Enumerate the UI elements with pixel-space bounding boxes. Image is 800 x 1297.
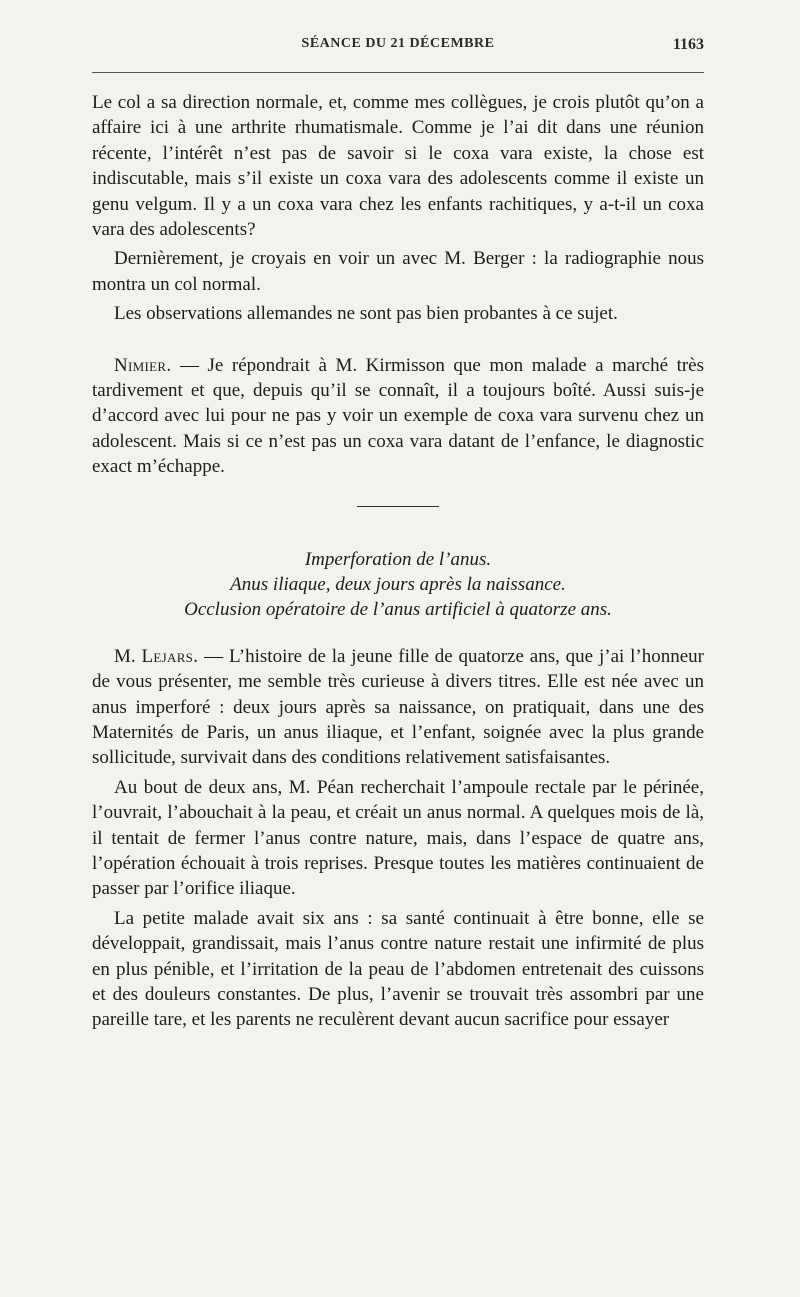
header-rule [92, 72, 704, 73]
paragraph-2: Dernièrement, je croyais en voir un avec M. Berger : la radiographie nous montra un col normal. [92, 248, 704, 295]
section-title-line-2: Anus iliaque, deux jours après la naissance. [230, 573, 566, 595]
section-title-line-3: Occlusion opératoire de l’anus artificiel à quatorze ans. [184, 598, 612, 620]
running-title: SÉANCE DU 21 DÉCEMBRE [301, 36, 495, 51]
speaker-lejars: Lejars. [141, 645, 199, 667]
section-title [92, 547, 704, 622]
body-text [92, 90, 704, 1033]
section-title-line-1: Imperforation de l’anus. [304, 548, 492, 570]
paragraph-7: La petite malade avait six ans : sa santé continuait à être bonne, elle se développait, grandissait, mais l’anus contre nature restait une infirmité de plus en plus pénible, et l’irritation de la peau de l’abdomen entretenait des cuissons et des douleurs constantes. De plus, l’avenir se trouvait très assombri par une pareille tare, et les parents ne reculèrent devant aucun sacrifice pour essayer [92, 907, 704, 1031]
speaker-nimier: Nimier. [114, 354, 172, 376]
paragraph-3: Les observations allemandes ne sont pas bien probantes à ce sujet. [114, 303, 618, 325]
paragraph-1: Le col a sa direction normale, et, comme mes collègues, je crois plutôt qu’on a affaire ici à une arthrite rhumatismale. Comme je l’ai dit dans une réunion récente, l’intérêt n’est pas de savoir si le coxa vara existe, la chose est indiscutable, mais s’il existe un coxa vara des adolescents comme il existe un genu velgum. Il y a un coxa vara chez les enfants rachitiques, y a-t-il un coxa vara des adolescents? [92, 92, 704, 241]
lejars-prefix: M. [114, 645, 142, 667]
paragraph-6: Au bout de deux ans, M. Péan recherchait l’ampoule rectale par le périnée, l’ouvrait, l’abouchait à la peau, et créait un anus normal. A quelques mois de là, il tentait de fermer l’anus contre nature, mais, dans l’espace de quatre ans, l’opération échouait à trois reprises. Presque toutes les matières continuaient de passer par l’orifice iliaque. [92, 776, 704, 900]
lejars-text: — L’histoire de la jeune fille de quatorze ans, que j’ai l’honneur de vous présenter, me semble très curieuse à divers titres. Elle est née avec un anus imperforé : deux jours après sa naissance, on pratiquait, dans une des Maternités de Paris, un anus iliaque, et l’enfant, soignée avec la plus grande sollicitude, survivait dans des conditions relativement satisfaisantes. [92, 645, 704, 769]
paragraph-nimier [92, 353, 704, 480]
page-number: 1163 [672, 36, 704, 53]
paragraph-lejars [92, 644, 704, 771]
running-head [92, 36, 704, 58]
nimier-text: — Je répondrait à M. Kirmisson que mon malade a marché très tardivement et que, depuis qu’il se connaît, il a toujours boîté. Aussi suis-je d’accord avec lui pour ne pas y voir un exemple de coxa vara survenu chez un adolescent. Mais si ce n’est pas un coxa vara datant de l’enfance, le diagnostic exact m’échappe. [92, 354, 704, 478]
